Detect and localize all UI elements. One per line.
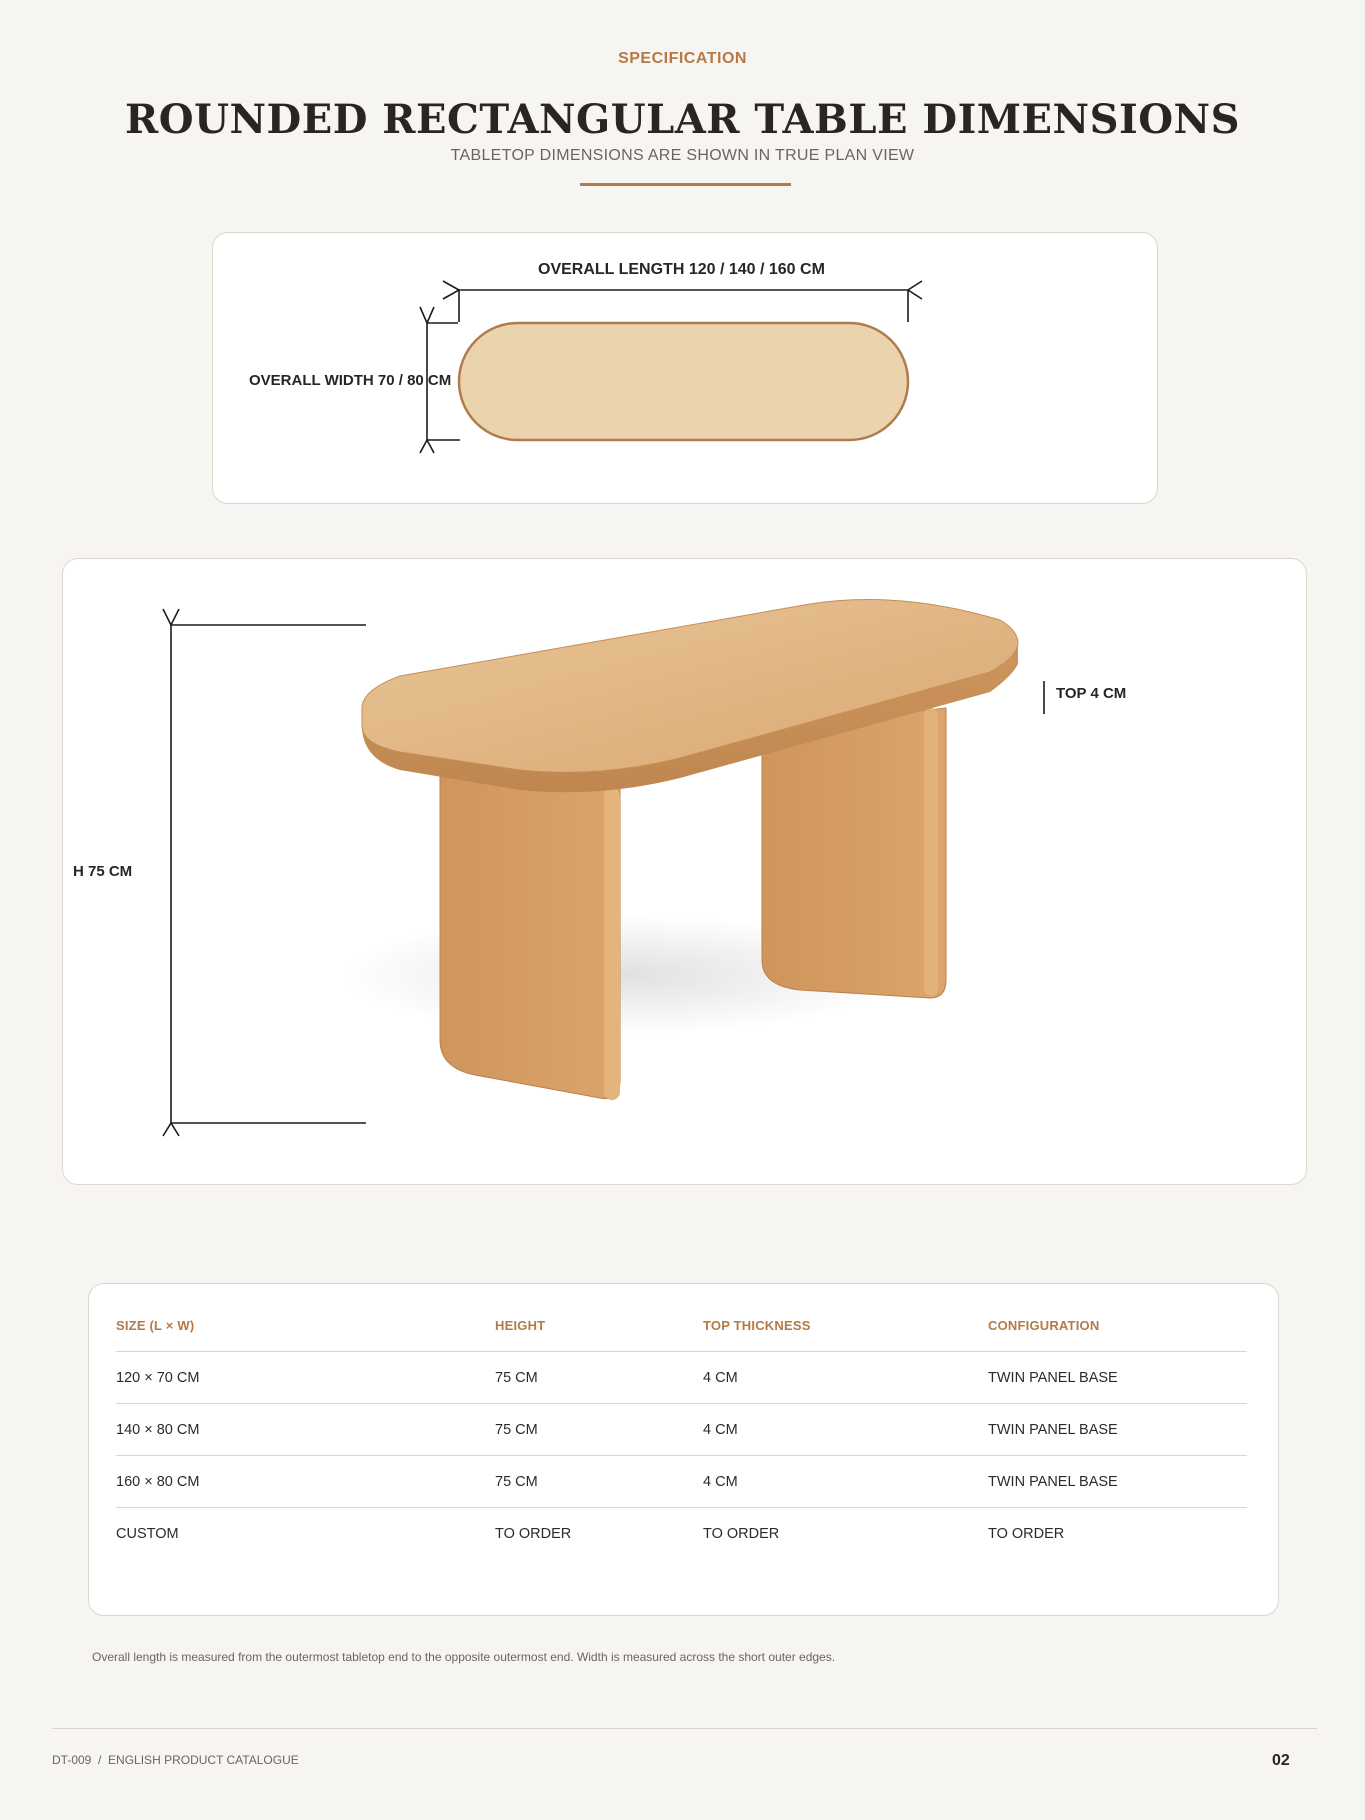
- plan-view-diagram: [0, 0, 1365, 520]
- cell-height: TO ORDER: [495, 1525, 572, 1542]
- top-thickness-label: TOP 4 CM: [1056, 685, 1127, 702]
- front-leg-edge: [604, 788, 620, 1100]
- measurement-note: Overall length is measured from the outermost tabletop end to the opposite outermost end. Width is measured across the short outer edges.: [92, 1650, 836, 1664]
- header-height: HEIGHT: [495, 1300, 703, 1352]
- table-illustration: [0, 540, 1365, 1200]
- cell-height: 75 CM: [495, 1404, 703, 1456]
- back-leg-edge: [924, 708, 938, 996]
- page-subtitle: TABLETOP DIMENSIONS ARE SHOWN IN TRUE PLAN VIEW: [450, 147, 915, 164]
- height-label: H 75 CM: [73, 863, 133, 880]
- cell-top-thickness: 4 CM: [703, 1352, 988, 1404]
- header-top-thickness: TOP THICKNESS: [703, 1300, 988, 1352]
- height-arrow-top: [163, 609, 179, 625]
- spec-table: [116, 1300, 1247, 1559]
- page-number: 02: [1272, 1752, 1290, 1769]
- width-arrow-top: [420, 307, 434, 323]
- cell-top-thickness: 4 CM: [703, 1456, 988, 1508]
- cell-configuration: TWIN PANEL BASE: [988, 1456, 1247, 1508]
- cell-size: 120 × 70 CM: [116, 1352, 495, 1404]
- table-row: [116, 1352, 1247, 1404]
- front-leg: [440, 760, 620, 1099]
- page-title: ROUNDED RECTANGULAR TABLE DIMENSIONS: [124, 96, 1240, 143]
- length-arrow-right: [908, 281, 922, 299]
- table-row: [116, 1456, 1247, 1508]
- cell-top-thickness: 4 CM: [703, 1404, 988, 1456]
- table-row: [116, 1404, 1247, 1456]
- overall-width-label: OVERALL WIDTH 70 / 80 CM: [249, 372, 452, 389]
- length-arrow-left: [443, 281, 459, 299]
- cell-top-thickness: TO ORDER: [703, 1525, 780, 1542]
- header-configuration: CONFIGURATION: [988, 1300, 1247, 1352]
- cell-configuration: TWIN PANEL BASE: [988, 1352, 1247, 1404]
- footer-separator: /: [98, 1753, 102, 1767]
- table-header-row: [116, 1300, 1247, 1352]
- footer-divider: [52, 1728, 1317, 1729]
- cell-height: 75 CM: [495, 1456, 703, 1508]
- section-kicker: SPECIFICATION: [618, 50, 747, 67]
- cell-configuration: TWIN PANEL BASE: [988, 1404, 1247, 1456]
- footer-catalogue-info: [52, 1753, 299, 1767]
- footer-product-code: DT-009: [52, 1753, 92, 1767]
- width-arrow-bottom: [420, 440, 434, 453]
- footer-catalogue-name: ENGLISH PRODUCT CATALOGUE: [108, 1753, 299, 1767]
- height-arrow-bottom: [163, 1123, 179, 1136]
- overall-length-label: OVERALL LENGTH 120 / 140 / 160 CM: [538, 261, 825, 278]
- cell-size: CUSTOM: [116, 1525, 179, 1542]
- table-row: [116, 1508, 1247, 1560]
- cell-configuration: TO ORDER: [988, 1525, 1065, 1542]
- tabletop-plan-shape: [459, 323, 908, 440]
- cell-size: 140 × 80 CM: [116, 1404, 495, 1456]
- header-size: SIZE (L × W): [116, 1300, 495, 1352]
- cell-size: 160 × 80 CM: [116, 1456, 495, 1508]
- cell-height: 75 CM: [495, 1352, 703, 1404]
- back-leg: [762, 708, 946, 998]
